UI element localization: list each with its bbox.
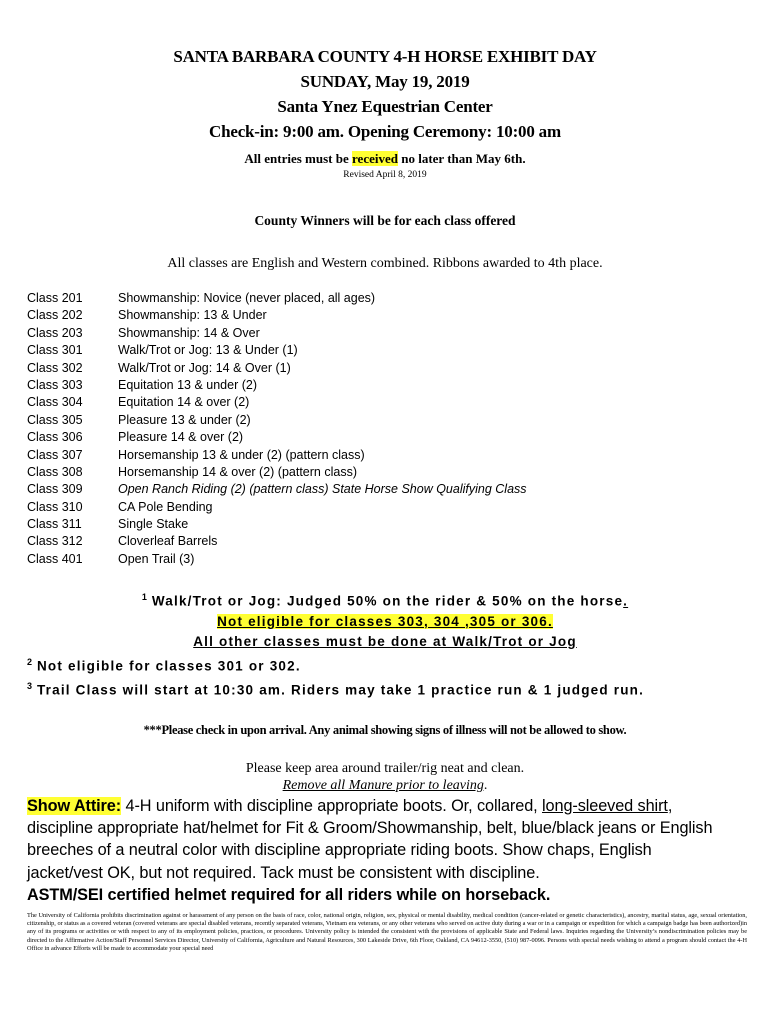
show-attire-section (27, 795, 752, 906)
event-title: SANTA BARBARA COUNTY 4-H HORSE EXHIBIT DAY (173, 47, 597, 66)
manure-end: . (483, 778, 488, 793)
class-number: Class 202 (27, 308, 83, 323)
class-row (27, 533, 747, 550)
class-number: Class 308 (27, 464, 83, 479)
entry-deadline (0, 150, 770, 168)
attire-line-1 (27, 795, 752, 817)
class-description: Showmanship: 13 & Under (118, 308, 267, 323)
class-number: Class 311 (27, 517, 82, 532)
document-header (0, 44, 770, 182)
footnote-3-text: Trail Class will start at 10:30 am. Riders may take 1 practice run & 1 judged run. (32, 682, 645, 698)
keep-area-text: Please keep area around trailer/rig neat and clean. (245, 761, 525, 776)
footnotes (0, 587, 770, 701)
class-number: Class 303 (27, 377, 83, 392)
class-row (27, 360, 747, 377)
attire-line-1-underlined: long-sleeved shirt (542, 797, 668, 815)
class-row (27, 307, 747, 324)
class-description: Pleasure 14 & over (2) (118, 430, 244, 445)
class-description: Open Trail (3) (118, 551, 195, 566)
footnote-1-highlight-line (0, 612, 770, 632)
footnote-1-end: . (623, 593, 629, 609)
class-number: Class 307 (27, 447, 83, 462)
class-description: Walk/Trot or Jog: 14 & Over (1) (118, 360, 291, 375)
event-times: Check-in: 9:00 am. Opening Ceremony: 10:00 am (209, 122, 561, 141)
attire-line-1a: 4-H uniform with discipline appropriate boots. Or, collared, (121, 797, 543, 815)
class-description: Showmanship: Novice (never placed, all ages) (118, 291, 376, 305)
manure-text: Remove all Manure prior to leaving (282, 778, 484, 793)
classes-combined-note: All classes are English and Western combined. Ribbons awarded to 4th place. (167, 256, 603, 271)
class-description: Showmanship: 14 & Over (118, 325, 260, 340)
class-row (27, 377, 747, 394)
footnote-1-marker: 1 (141, 592, 147, 602)
nondiscrimination-statement: The University of California prohibits discrimination against or harassment of any person on the basis of race, color, national origin, religion, sex, physical or mental disability, medical condition (cancer-related or genetic characteristics), ancestry, marital status, age, sexual orientation, citizenship, or status as a covered veteran (covered veterans are special disabled veterans, recently separated veterans, Vietnam era veterans, or any other veterans who served on active duty during a war or in a campaign or expedition for which a campaign badge has been authorized)in any of its programs or activities or with respect to any of its employment policies, practices, or procedures. University policy is intended the consistent with the provisions of applicable State and Federal laws. Inquiries regarding the University’s nondiscrimination policies may be directed to the Affirmative Action/Staff Personnel Services Director, University of California, Agriculture and Natural Resources, 300 Lakeside Drive, 6th Floor, Oakland, CA 94612-3550, (510) 987-0096. Persons with special needs wishing to attend a program should contact the 4-H Office in advance Efforts will be made to accommodate your special need (27, 912, 747, 952)
deadline-text-before: All entries must be (244, 151, 353, 166)
footnote-2-text: Not eligible for classes 301 or 302. (32, 658, 301, 673)
class-description: Pleasure 13 & under (2) (118, 412, 251, 427)
area-notice (0, 760, 770, 794)
footnote-3 (0, 676, 770, 701)
class-description: Horsemanship 14 & over (2) (pattern class) (118, 464, 357, 479)
class-row (27, 412, 747, 429)
attire-line-4: jacket/vest OK, but not required. Tack must be consistent with discipline. (27, 863, 540, 882)
deadline-text-after: no later than May 6th. (397, 151, 526, 166)
class-row (27, 551, 747, 568)
footnote-2-marker: 2 (27, 656, 33, 667)
class-description: Single Stake (118, 517, 189, 532)
class-number: Class 203 (27, 325, 83, 340)
attire-line-3: breeches of a neutral color with discipline appropriate riding boots. Show chaps, English (27, 841, 652, 860)
footnote-2 (0, 652, 770, 677)
manure-line (0, 777, 770, 794)
revised-date: Revised April 8, 2019 (343, 170, 427, 180)
class-number: Class 304 (27, 395, 83, 410)
class-number: Class 302 (27, 360, 83, 375)
county-winners-note: County Winners will be for each class offered (254, 213, 516, 228)
class-description: CA Pole Bending (118, 499, 213, 514)
helmet-requirement: ASTM/SEI certified helmet required for all riders while on horseback. (27, 885, 551, 904)
footnote-3-marker: 3 (27, 681, 33, 691)
class-list (27, 290, 747, 568)
class-number: Class 301 (27, 343, 83, 358)
event-venue: Santa Ynez Equestrian Center (277, 97, 493, 116)
attire-line-2: discipline appropriate hat/helmet for Fit & Groom/Showmanship, belt, blue/black jeans or English (27, 819, 713, 838)
class-description: Equitation 13 & under (2) (118, 377, 257, 392)
class-description: Open Ranch Riding (2) (pattern class) State Horse Show Qualifying Class (118, 482, 527, 497)
class-row (27, 429, 747, 446)
class-row (27, 325, 747, 342)
deadline-highlight: received (352, 151, 398, 166)
class-row (27, 342, 747, 359)
attire-line-1b: , (667, 797, 673, 815)
event-date: SUNDAY, May 19, 2019 (300, 72, 470, 91)
class-description: Cloverleaf Barrels (118, 534, 218, 549)
class-description: Walk/Trot or Jog: 13 & Under (1) (118, 343, 298, 358)
class-row (27, 394, 747, 411)
footnote-1 (0, 587, 770, 612)
class-row (27, 447, 747, 464)
checkin-notice: ***Please check in upon arrival. Any animal showing signs of illness will not be allowed to show. (143, 723, 627, 737)
class-number: Class 401 (27, 551, 83, 566)
class-description: Horsemanship 13 & under (2) (pattern class) (118, 447, 365, 462)
class-number: Class 309 (27, 482, 83, 497)
class-number: Class 312 (27, 534, 83, 549)
class-row (27, 499, 747, 516)
footnote-1-highlight: Not eligible for classes 303, 304 ,305 or 306. (217, 613, 553, 629)
class-number: Class 305 (27, 412, 83, 427)
footnote-1-text: Walk/Trot or Jog: Judged 50% on the rider & 50% on the horse (146, 593, 624, 609)
footnote-1-other: All other classes must be done at Walk/Trot or Jog (193, 633, 577, 649)
attire-label: Show Attire: (27, 797, 122, 815)
class-row (27, 464, 747, 481)
class-number: Class 306 (27, 430, 83, 445)
class-row (27, 290, 747, 307)
class-row (27, 516, 747, 533)
class-row (27, 481, 747, 498)
class-number: Class 201 (27, 291, 83, 305)
class-description: Equitation 14 & over (2) (118, 395, 250, 410)
class-number: Class 310 (27, 499, 83, 514)
